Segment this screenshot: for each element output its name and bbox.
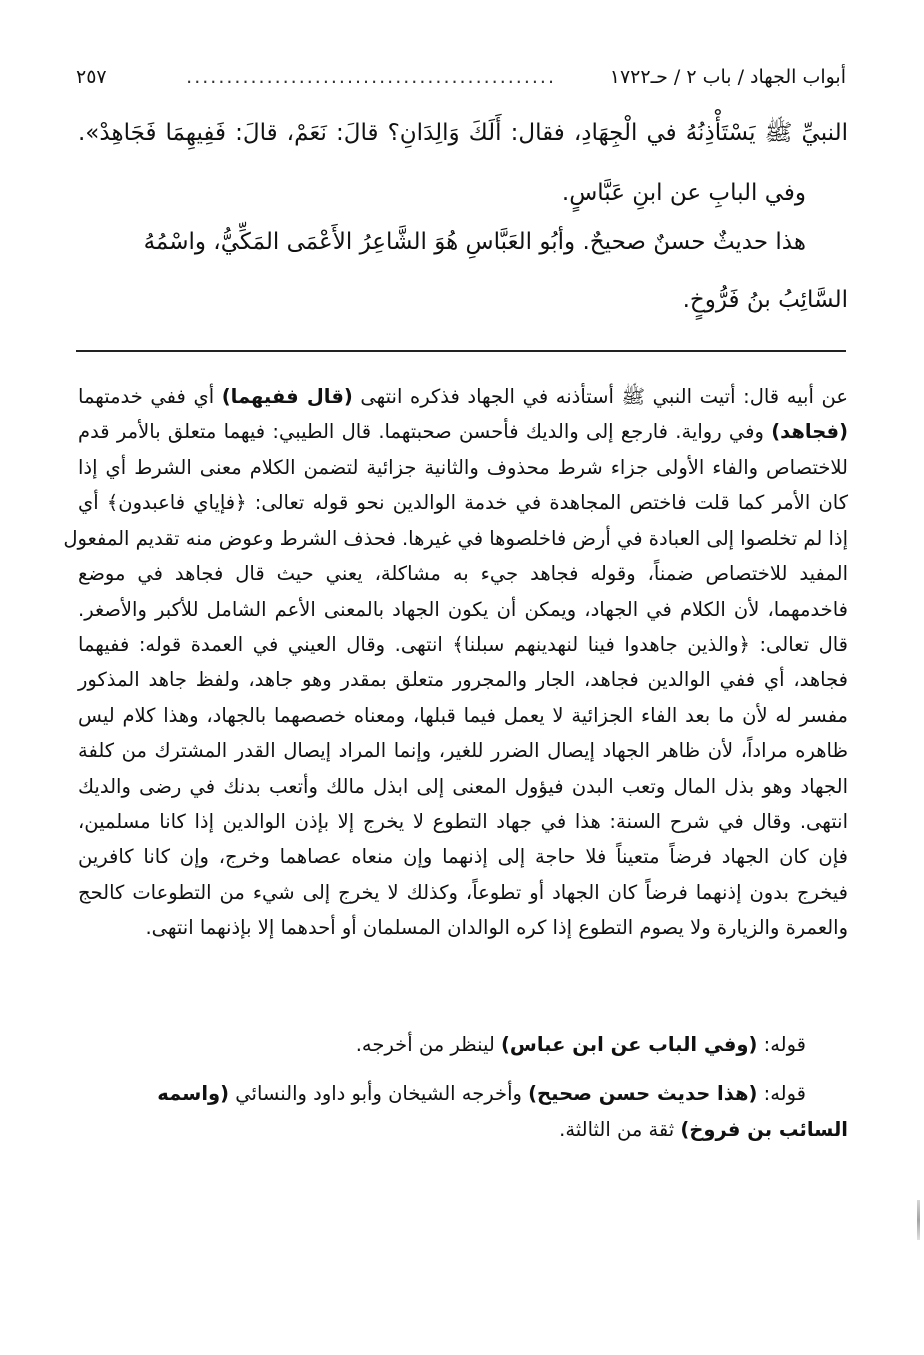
commentary-line (78, 420, 848, 443)
running-header (76, 66, 846, 96)
commentary-line (78, 845, 848, 868)
commentary-line (157, 1082, 848, 1105)
text-segment: والعمرة والزيارة ولا يصوم التطوع إذا كره الوالدان المسلمان أو أحدهما إلا بإذنهما انتهى. (145, 916, 848, 939)
commentary-line (78, 668, 848, 691)
commentary-line (78, 916, 848, 939)
text-segment: انتهى. وقال في شرح السنة: هذا في جهاد التطوع لا يخرج إلا بإذن الوالدين إذا كانا مسلمين، (78, 810, 848, 833)
commentary-line (78, 385, 848, 413)
text-line (78, 287, 848, 313)
text-segment: فإن كان الجهاد فرضاً متعيناً فلا حاجة إلى إذنهما وإن منعاه عصاهما وخرج، وإن كانا كافرين (78, 845, 848, 868)
text-segment: للاختصاص والفاء الأولى جزاء شرط محذوف والثانية جزائية لتضمن الكلام معنى الشرط أي إذا (78, 456, 848, 479)
text-segment: قوله: (757, 1033, 806, 1056)
running-title: أبواب الجهاد / باب ٢ / حـ١٧٢٢ (609, 66, 846, 88)
text-line (144, 229, 848, 255)
quoted-phrase: (واسمه (157, 1082, 230, 1105)
text-segment: فاخدمهما، لأن الكلام في الجهاد، ويمكن أن يكون الجهاد بالمعنى الأعم الشامل للأكبر والأصغر. (78, 598, 848, 621)
text-segment: السَّائِبُ بنُ فَرُّوخٍ. (682, 287, 848, 313)
commentary-line (78, 491, 848, 514)
text-segment: لينظر من أخرجه. (355, 1033, 502, 1056)
text-segment: قال تعالى: ﴿والذين جاهدوا فينا لنهدينهم سبلنا﴾ انتهى. وقال العيني في العمدة قوله: ففيهما (78, 633, 848, 656)
footnote-divider (76, 350, 846, 352)
commentary-line (356, 1033, 848, 1056)
commentary-line (78, 810, 848, 833)
text-segment: ظاهره مراداً، لأن ظاهر الجهاد إيصال الضرر للغير، وإنما المراد إيصال القدر المشترك من كلفة (78, 739, 848, 762)
commentary-line (78, 1118, 848, 1141)
text-segment: وفي رواية. فارجع إلى والديك فأحسن صحبتهما. قال الطيبي: فيهما متعلق بالأمر قدم (78, 420, 772, 443)
text-segment: فيخرج بدون إذنهما فرضاً كان الجهاد أو تطوعاً، وكذلك لا يخرج إلى شيء من التطوعات كالحج (78, 881, 848, 904)
text-segment: فجاهد، أي ففي الوالدين فجاهد، الجار والمجرور متعلق بمقدر وهو جاهد، ولفظ جاهد المذكور (78, 668, 848, 691)
text-segment: المفيد للاختصاص ضمناً، وقوله فجاهد جيء به مشاكلة، يعني حيث قال فجاهد في موضع (78, 562, 848, 585)
text-segment: قوله: (757, 1082, 806, 1105)
quoted-phrase: (قال ففيهما) (221, 385, 353, 408)
text-segment: مفسر له لأن ما بعد الفاء الجزائية لا يعمل فيما قبلها، ومعناه خصصهما بالجهاد، وهذا كلام ليس (78, 704, 848, 727)
text-segment: عن أبيه قال: أتيت النبي ﷺ أستأذنه في الجهاد فذكره انتهى (352, 385, 848, 408)
text-segment: وفي البابِ عن ابنِ عَبَّاسٍ. (561, 180, 806, 206)
leader-dots: .............................................. (186, 66, 556, 88)
commentary-line (78, 633, 848, 656)
scan-edge-artifact (917, 1200, 920, 1240)
text-segment: الجهاد وهو بذل المال وتعب البدن فيؤول المعنى إلى ابذل مالك وأتعب بدنك في رضى والديك (78, 775, 848, 798)
text-segment: إذا لم تخلصوا إلى العبادة في أرض فاخلصوها في غيرها. فحذف الشرط وعوض منه تقديم المفعول (63, 527, 848, 550)
commentary-line (78, 598, 848, 621)
text-line (562, 180, 848, 206)
quoted-phrase: (هذا حديث حسن صحيح) (528, 1082, 758, 1105)
text-segment: ثقة من الثالثة. (559, 1118, 681, 1141)
commentary-line (78, 775, 848, 798)
commentary-line (78, 704, 848, 727)
text-segment: وأخرجه الشيخان وأبو داود والنسائي (229, 1082, 529, 1105)
text-segment: النبيِّ ﷺ يَسْتَأْذِنُهُ في الْجِهَادِ، فقال: أَلَكَ وَالِدَانِ؟ قالَ: نَعَمْ، قالَ: فَفِيهِمَا فَجَاهِدْ». (78, 120, 848, 146)
commentary-line (63, 527, 848, 550)
commentary-line (78, 739, 848, 762)
text-line (78, 118, 848, 152)
commentary-line (78, 881, 848, 904)
commentary-line (78, 456, 848, 479)
quoted-phrase: (فجاهد) (771, 420, 848, 443)
commentary-line (78, 562, 848, 585)
text-segment: كان الأمر كما قلت فاختص المجاهدة في خدمة الوالدين نحو قوله تعالى: ﴿فإياي فاعبدون﴾ أي (78, 491, 848, 514)
text-segment: أي ففي خدمتهما (78, 385, 222, 408)
text-segment: هذا حديثٌ حسنٌ صحيحٌ. وأبُو العَبَّاسِ هُوَ الشَّاعِرُ الأَعْمَى المَكِّيُّ، واسْمُهُ (143, 229, 806, 255)
quoted-phrase: (وفي الباب عن ابن عباس) (501, 1033, 758, 1056)
quoted-phrase: السائب بن فروخ) (680, 1118, 848, 1141)
page-number: ٢٥٧ (76, 66, 107, 88)
